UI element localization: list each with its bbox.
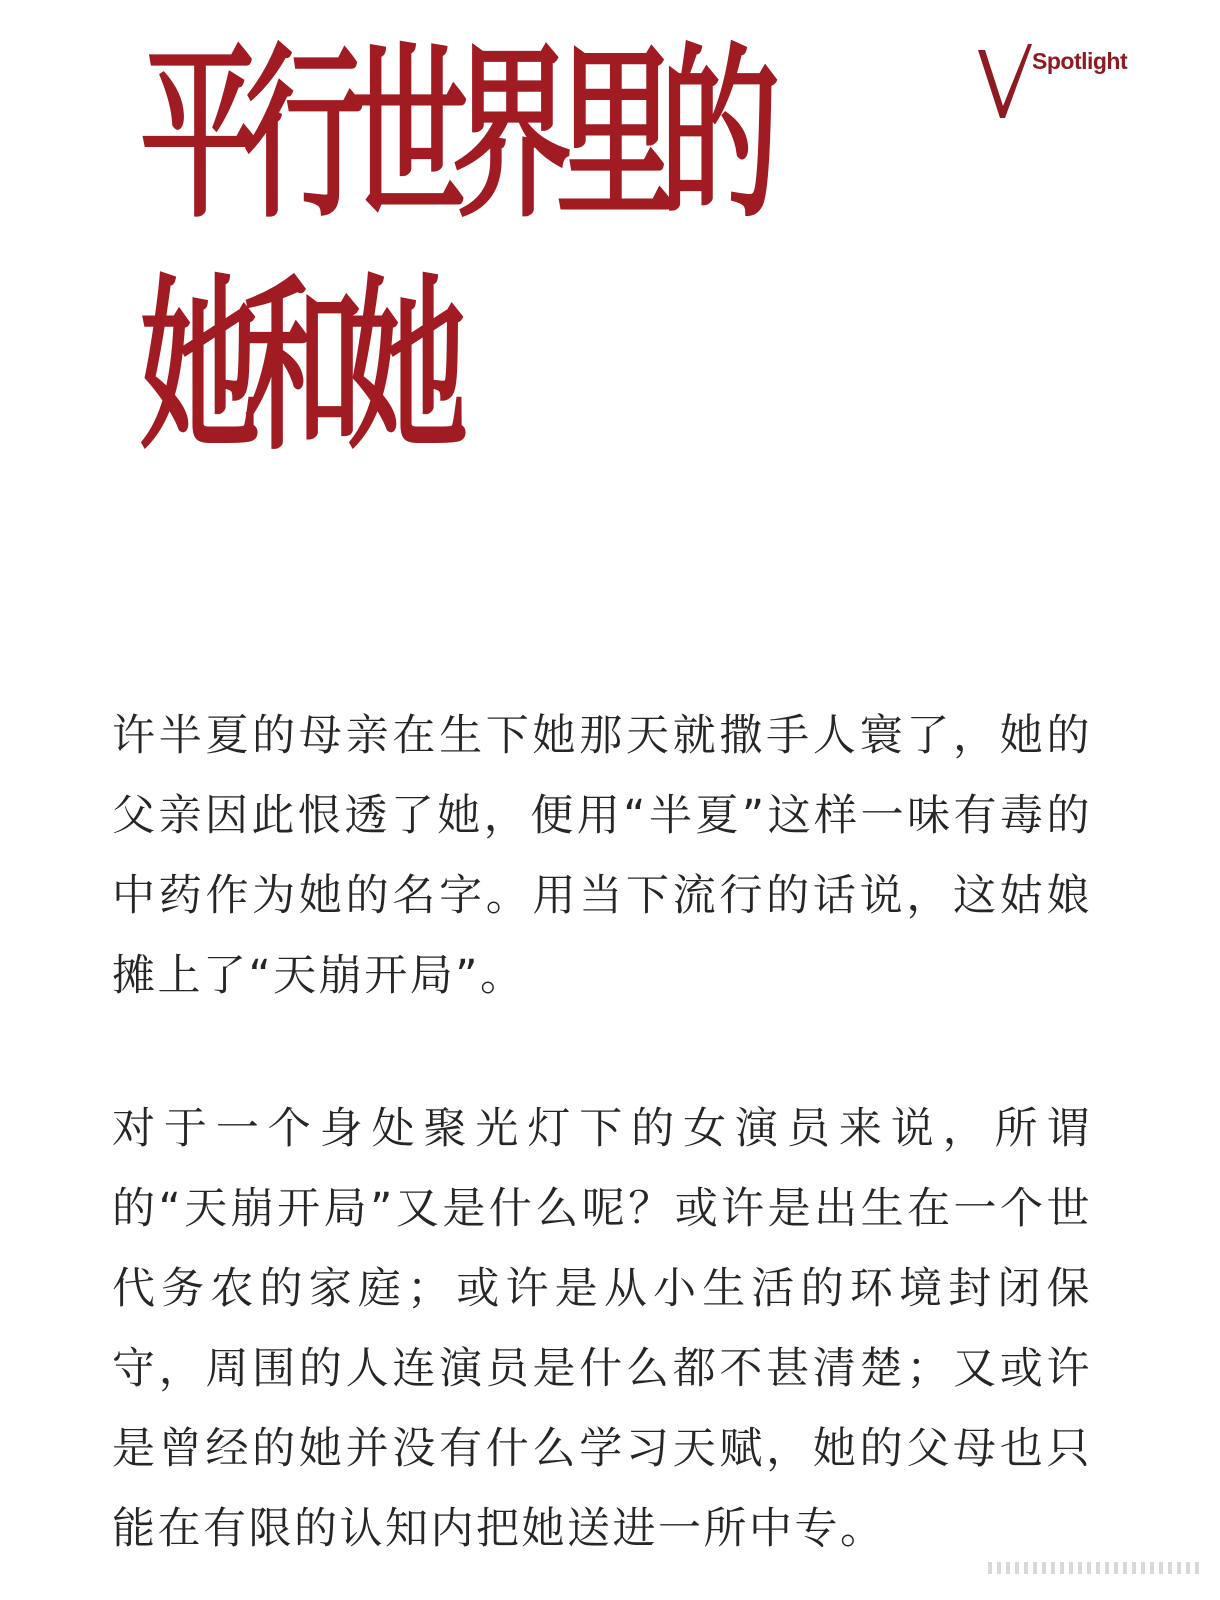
article-body xyxy=(112,696,1092,1569)
watermark-stripes xyxy=(988,1560,1202,1576)
headline-line-1: 平行世界里的 xyxy=(140,28,764,244)
logo-wordmark: Spotlight xyxy=(1032,48,1128,74)
headline-line-2: 她和她 xyxy=(140,261,452,477)
paragraph-1: 许半夏的母亲在生下她那天就撒手人寰了，她的父亲因此恨透了她，便用“半夏”这样一味有毒的中药作为她的名字。用当下流行的话说，这姑娘摊上了“天崩开局”。 xyxy=(112,711,1092,1001)
paragraph-2: 对于一个身处聚光灯下的女演员来说，所谓的“天崩开局”又是什么呢？或许是出生在一个世代务农的家庭；或许是从小生活的环境封闭保守，周围的人连演员是什么都不甚清楚；又或许是曾经的她并没有什么学习天赋，她的父母也只能在有限的认知内把她送进一所中专。 xyxy=(112,1104,1092,1554)
headline xyxy=(140,28,764,509)
spotlight-logo xyxy=(978,44,1138,124)
v-logo-icon xyxy=(978,44,1038,124)
